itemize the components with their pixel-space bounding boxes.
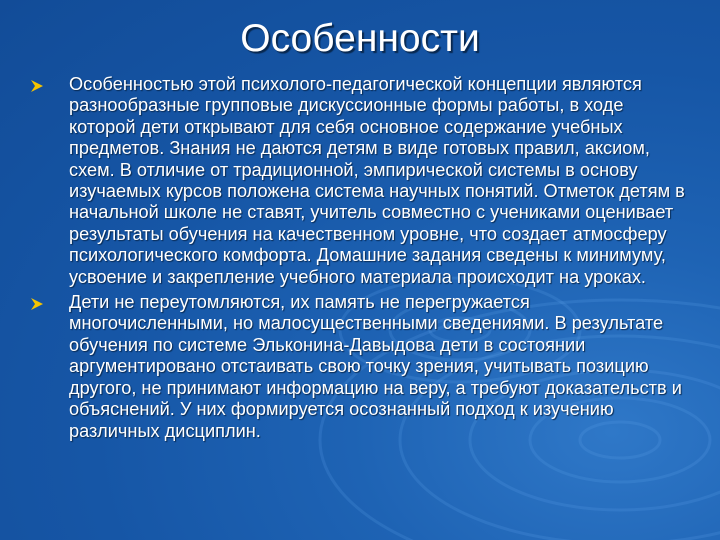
bullet-text-2: Дети не переутомляются, их память не перегружается многочисленными, но малосущественными сведениями. В результате обучения по системе Эльконина-Давыдова дети в состоянии аргументировано отстаивать свою точку зрения, учитывать позицию другого, не принимают информацию на веру, а требуют доказательств и объяснений. У них формируется осознанный подход к изучению различных дисциплин. [69,292,682,441]
bullet-list [30,74,690,446]
bullet-item-1 [30,74,690,288]
arrowhead-bullet-icon [30,297,44,311]
slide-title: Особенности [240,17,480,60]
bullet-item-2 [30,292,690,442]
bullet-text-1: Особенностью этой психолого-педагогической концепции являются разнообразные групповые дискуссионные формы работы, в ходе которой дети открывают для себя основное содержание учебных предметов. Знания не даются детям в виде готовых правил, аксиом, схем. В отличие от традиционной, эмпирической системы в основу изучаемых курсов положена система научных понятий. Отметок детям в начальной школе не ставят, учитель совместно с учениками оценивает результаты обучения на качественном уровне, что создает атмосферу психологического комфорта. Домашние задания сведены к минимуму, усвоение и закрепление учебного материала происходит на уроках. [69,74,685,287]
arrowhead-bullet-icon [30,79,44,93]
